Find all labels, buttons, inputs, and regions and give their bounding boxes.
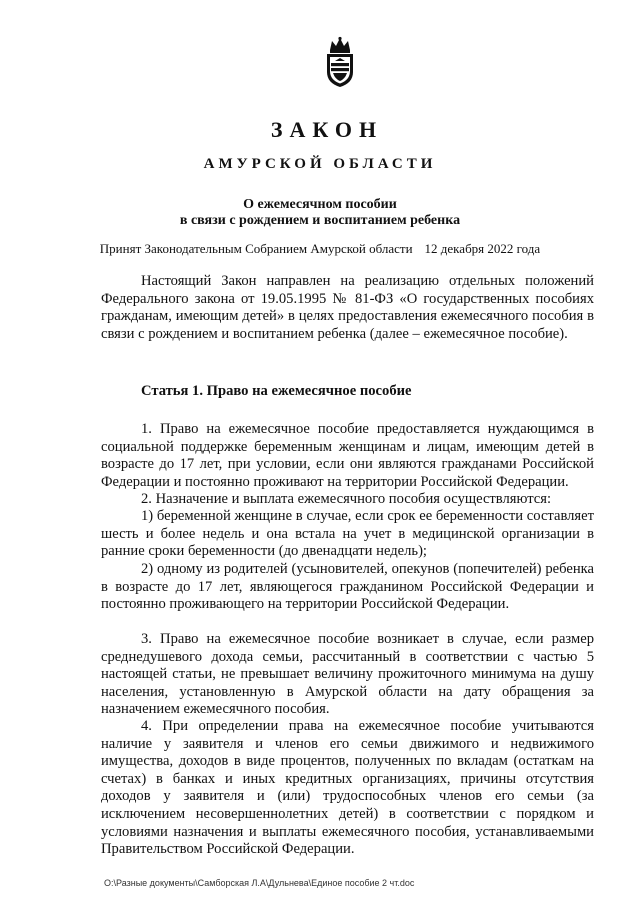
article-paragraph-4 [101,718,594,859]
article-paragraph-3 [101,631,594,719]
law-subject-line-2: в связи с рождением и воспитанием ребенка [179,213,461,228]
coat-of-arms-icon [323,36,357,88]
region-title: АМУРСКОЙ ОБЛАСТИ [203,156,437,172]
article-subparagraph-1 [101,508,594,561]
document-type-title: ЗАКОН [270,117,384,142]
law-subject-line-1: О ежемесячном пособии [243,197,397,212]
adoption-line [0,241,640,257]
law-subject-title [0,197,640,229]
article-paragraph-1 [101,421,594,491]
article-subparagraph-2 [101,561,594,614]
article-heading: Статья 1. Право на ежемесячное пособие [141,383,412,399]
paragraph-text: 2. Назначение и выплата ежемесячного пособия осуществляются: [141,491,552,507]
adoption-date: 12 декабря 2022 года [424,241,541,256]
paragraph-text: 1) беременной женщине в случае, если срок ее беременности составляет шесть и более недель и она встала на учет в медицинской организации в ранние сроки беременности (до двенадцати недель); [101,508,594,560]
paragraph-text: 3. Право на ежемесячное пособие возникает в случае, если размер среднедушевого дохода семьи, рассчитанный в соответствии с частью 5 настоящей статьи, не превышает величину прожиточного минимума на душу населения, установленную в Амурской области на дату обращения за назначением ежемесячного пособия. [101,631,594,718]
preamble-paragraph [101,273,594,343]
adopted-by: Принят Законодательным Собранием Амурской области [99,241,413,256]
paragraph-text: 4. При определении права на ежемесячное пособие учитываются наличие у заявителя и членов его семьи движимого и недвижимого имущества, доходов в виде процентов, полученных по вкладам (остаткам на счетах) в банках и иных кредитных организациях, причины отсутствия доходов у заявителя и (или) трудоспособных членов его семьи (за исключением несовершеннолетних детей) в соответствии с порядком и условиями назначения и выплаты ежемесячного пособия, устанавливаемыми Правительством Российской Федерации. [101,718,594,858]
preamble-text: Настоящий Закон направлен на реализацию отдельных положений Федерального закона от 19.05.1995 № 81-ФЗ «О государственных пособиях гражданам, имеющим детей» в целях предоставления ежемесячного пособия в связи с рождением и воспитанием ребенка (далее – ежемесячное пособие). [101,273,594,342]
file-path-footer: O:\Разные документы\Самборская Л.А\Дульнева\Единое пособие 2 чт.doc [104,878,415,888]
paragraph-text: 1. Право на ежемесячное пособие предоставляется нуждающимся в социальной поддержке беременным женщинам и лицам, имеющим детей в возрасте до 17 лет, при условии, если они являются гражданами Российской Федерации и постоянно проживают на территории Российской Федерации. [101,421,594,490]
article-paragraph-2 [101,491,594,509]
paragraph-text: 2) одному из родителей (усыновителей, опекунов (попечителей) ребенка в возрасте до 17 лет, являющегося гражданином Российской Федерации и постоянно проживающего на территории Российской Федерации. [101,561,594,613]
